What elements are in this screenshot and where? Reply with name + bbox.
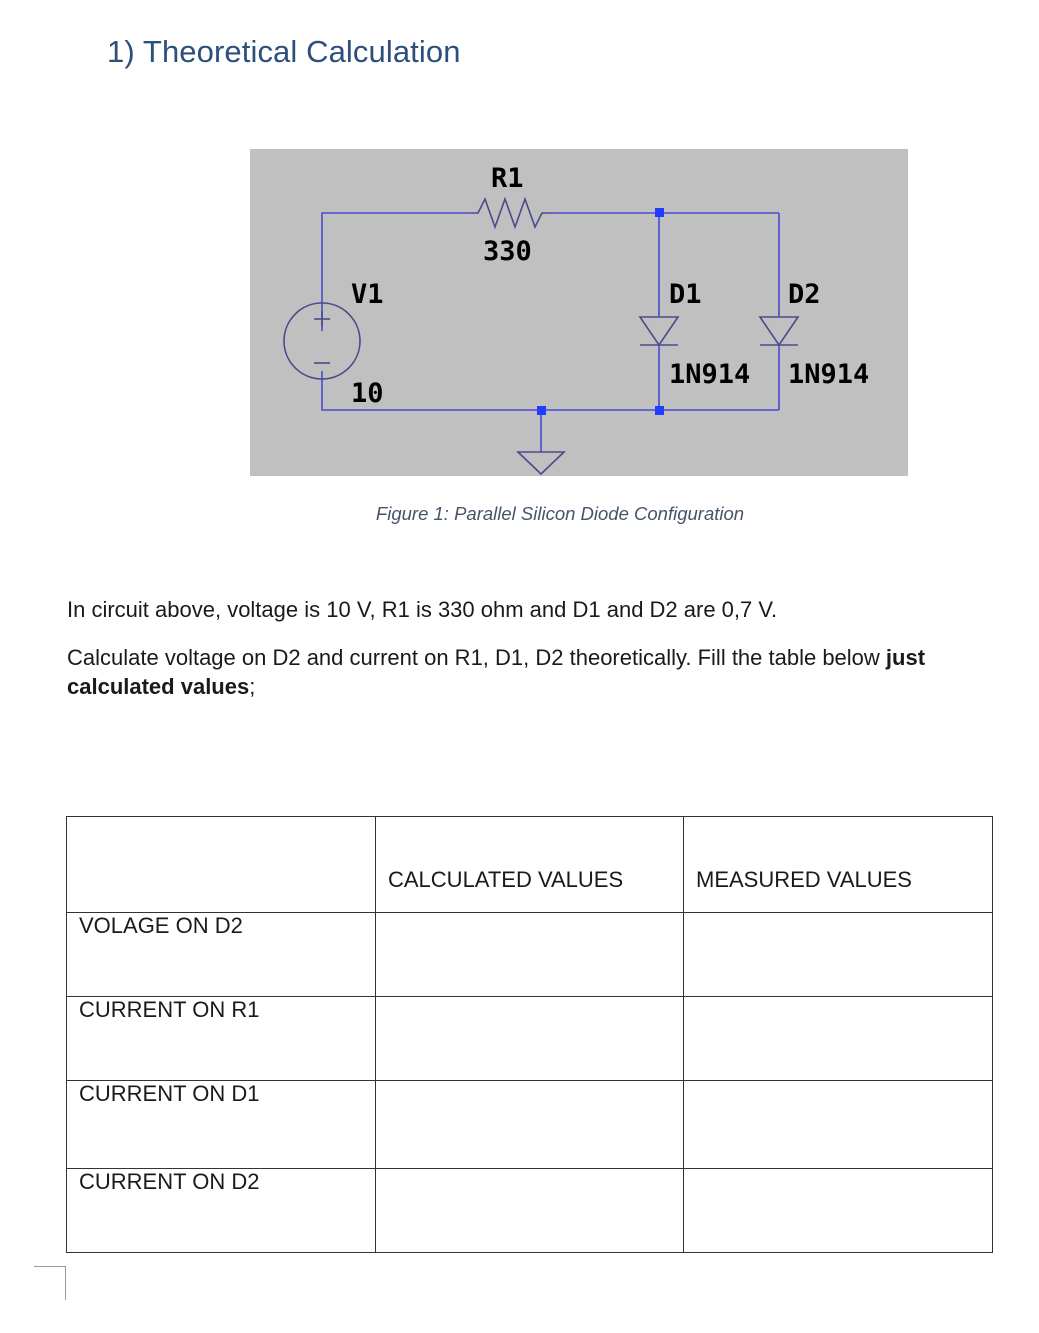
v1-name-label: V1 [351,279,384,310]
d2-model-label: 1N914 [788,359,870,390]
d1-model-label: 1N914 [669,359,751,390]
table-row [67,1169,993,1253]
v1-value-label: 10 [351,378,384,409]
junction-dot-top [655,208,664,217]
instruction-emphasis: just calculated values [67,645,926,699]
table-header-row [67,817,993,913]
measured-value-cell[interactable] [684,913,993,997]
circuit-wires [322,213,779,452]
resistor-r1-symbol [470,199,550,227]
results-table [66,816,993,1253]
row-label: CURRENT ON D2 [67,1169,376,1253]
voltage-source-v1-symbol [284,303,360,379]
row-label: CURRENT ON R1 [67,997,376,1081]
header-cell-empty [67,817,376,913]
wire-left-top [322,213,470,331]
calculated-value-cell[interactable] [376,1081,684,1169]
measured-value-cell[interactable] [684,997,993,1081]
page-corner-mark [34,1266,66,1300]
r1-value-label: 330 [483,236,532,267]
calculated-value-cell[interactable] [376,997,684,1081]
instruction-text: Calculate voltage on D2 and current on R1, D1, D2 theoretically. Fill the table below [67,645,886,670]
d1-name-label: D1 [669,279,702,310]
junction-dot-ground [537,406,546,415]
ground-symbol [518,452,564,474]
row-label: VOLAGE ON D2 [67,913,376,997]
diode-d1-symbol [640,317,678,345]
table-row [67,997,993,1081]
row-label: CURRENT ON D1 [67,1081,376,1169]
header-measured-values: MEASURED VALUES [684,817,993,913]
instruction-paragraph [67,643,997,701]
figure-caption: Figure 1: Parallel Silicon Diode Configuration [375,503,745,524]
problem-statement: In circuit above, voltage is 10 V, R1 is 330 ohm and D1 and D2 are 0,7 V. [67,597,778,622]
header-calculated-values: CALCULATED VALUES [376,817,684,913]
table-row [67,1081,993,1169]
calculated-value-cell[interactable] [376,913,684,997]
junction-dot-bottom-right [655,406,664,415]
instruction-end: ; [249,674,256,699]
measured-value-cell[interactable] [684,1169,993,1253]
table-row [67,913,993,997]
circuit-figure [250,149,908,476]
measured-value-cell[interactable] [684,1081,993,1169]
calculated-value-cell[interactable] [376,1169,684,1253]
r1-name-label: R1 [491,163,524,194]
d2-name-label: D2 [788,279,821,310]
page-title: 1) Theoretical Calculation [107,34,461,69]
diode-d2-symbol [760,317,798,345]
